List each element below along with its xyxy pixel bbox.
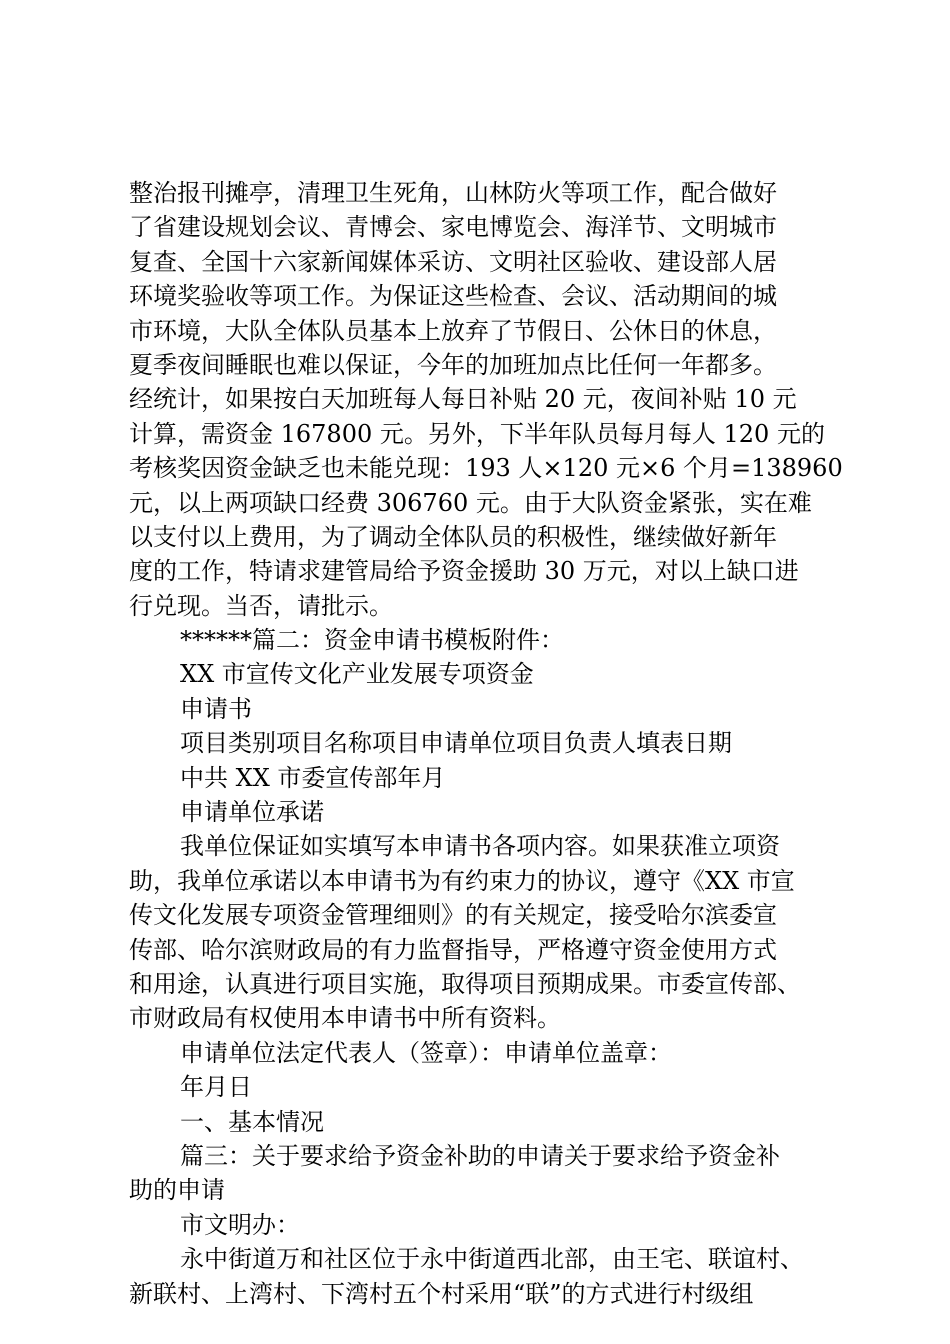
text-line: 永中街道万和社区位于永中街道西北部，由王宅、联谊村、: [180, 1245, 804, 1274]
text-line: 度的工作，特请求建管局给予资金援助 30 万元，对以上缺口进: [129, 557, 799, 586]
text-line: 行兑现。当否，请批示。: [129, 591, 393, 620]
text-line: 申请单位法定代表人（签章）：申请单位盖章：: [180, 1038, 672, 1067]
text-line: 复查、全国十六家新闻媒体采访、文明社区验收、建设部人居: [129, 247, 777, 276]
text-line: 和用途，认真进行项目实施，取得项目预期成果。市委宣传部、: [129, 969, 801, 998]
text-line: 市环境，大队全体队员基本上放弃了节假日、公休日的休息，: [129, 316, 777, 345]
text-line: 元，以上两项缺口经费 306760 元。由于大队资金紧张，实在难: [129, 488, 812, 517]
text-line: 整治报刊摊亭，清理卫生死角，山林防火等项工作，配合做好: [129, 179, 777, 207]
text-line: 夏季夜间睡眠也难以保证，今年的加班加点比任何一年都多。: [129, 350, 777, 379]
text-line: 助的申请: [129, 1176, 225, 1205]
text-line: 一、基本情况: [180, 1107, 324, 1136]
text-line: 计算，需资金 167800 元。另外，下半年队员每月每人 120 元的: [129, 419, 825, 448]
text-line: 考核奖因资金缺乏也未能兑现：193 人×120 元×6 个月=138960: [129, 454, 843, 483]
text-line: 项目类别项目名称项目申请单位项目负责人填表日期: [180, 729, 732, 758]
text-line: 申请单位承诺: [180, 798, 324, 827]
text-line: 助，我单位承诺以本申请书为有约束力的协议，遵守《XX 市宣: [129, 866, 795, 895]
text-line: 年月日: [180, 1073, 252, 1102]
text-line: 经统计，如果按白天加班每人每日补贴 20 元，夜间补贴 10 元: [129, 385, 797, 414]
text-line: 市财政局有权使用本申请书中所有资料。: [129, 1004, 561, 1033]
text-line: ******篇二：资金申请书模板附件：: [180, 626, 564, 655]
text-line: 我单位保证如实填写本申请书各项内容。如果获准立项资: [180, 832, 780, 861]
text-line: 申请书: [180, 694, 252, 723]
document-body: [129, 176, 843, 1311]
text-line: 了省建设规划会议、青博会、家电博览会、海洋节、文明城市: [129, 213, 777, 242]
text-line: 中共 XX 市委宣传部年月: [180, 763, 446, 792]
text-line: 环境奖验收等项工作。为保证这些检查、会议、活动期间的城: [129, 282, 777, 311]
text-line: 传部、哈尔滨财政局的有力监督指导，严格遵守资金使用方式: [129, 935, 777, 964]
text-line: 篇三：关于要求给予资金补助的申请关于要求给予资金补: [180, 1141, 780, 1170]
text-line: 市文明办：: [180, 1210, 300, 1239]
text-line: 新联村、上湾村、下湾村五个村采用“联”的方式进行村级组: [129, 1279, 754, 1308]
text-line: 传文化发展专项资金管理细则》的有关规定，接受哈尔滨委宣: [129, 901, 777, 930]
text-line: XX 市宣传文化产业发展专项资金: [180, 660, 534, 689]
text-line: 以支付以上费用，为了调动全体队员的积极性，继续做好新年: [129, 522, 777, 551]
